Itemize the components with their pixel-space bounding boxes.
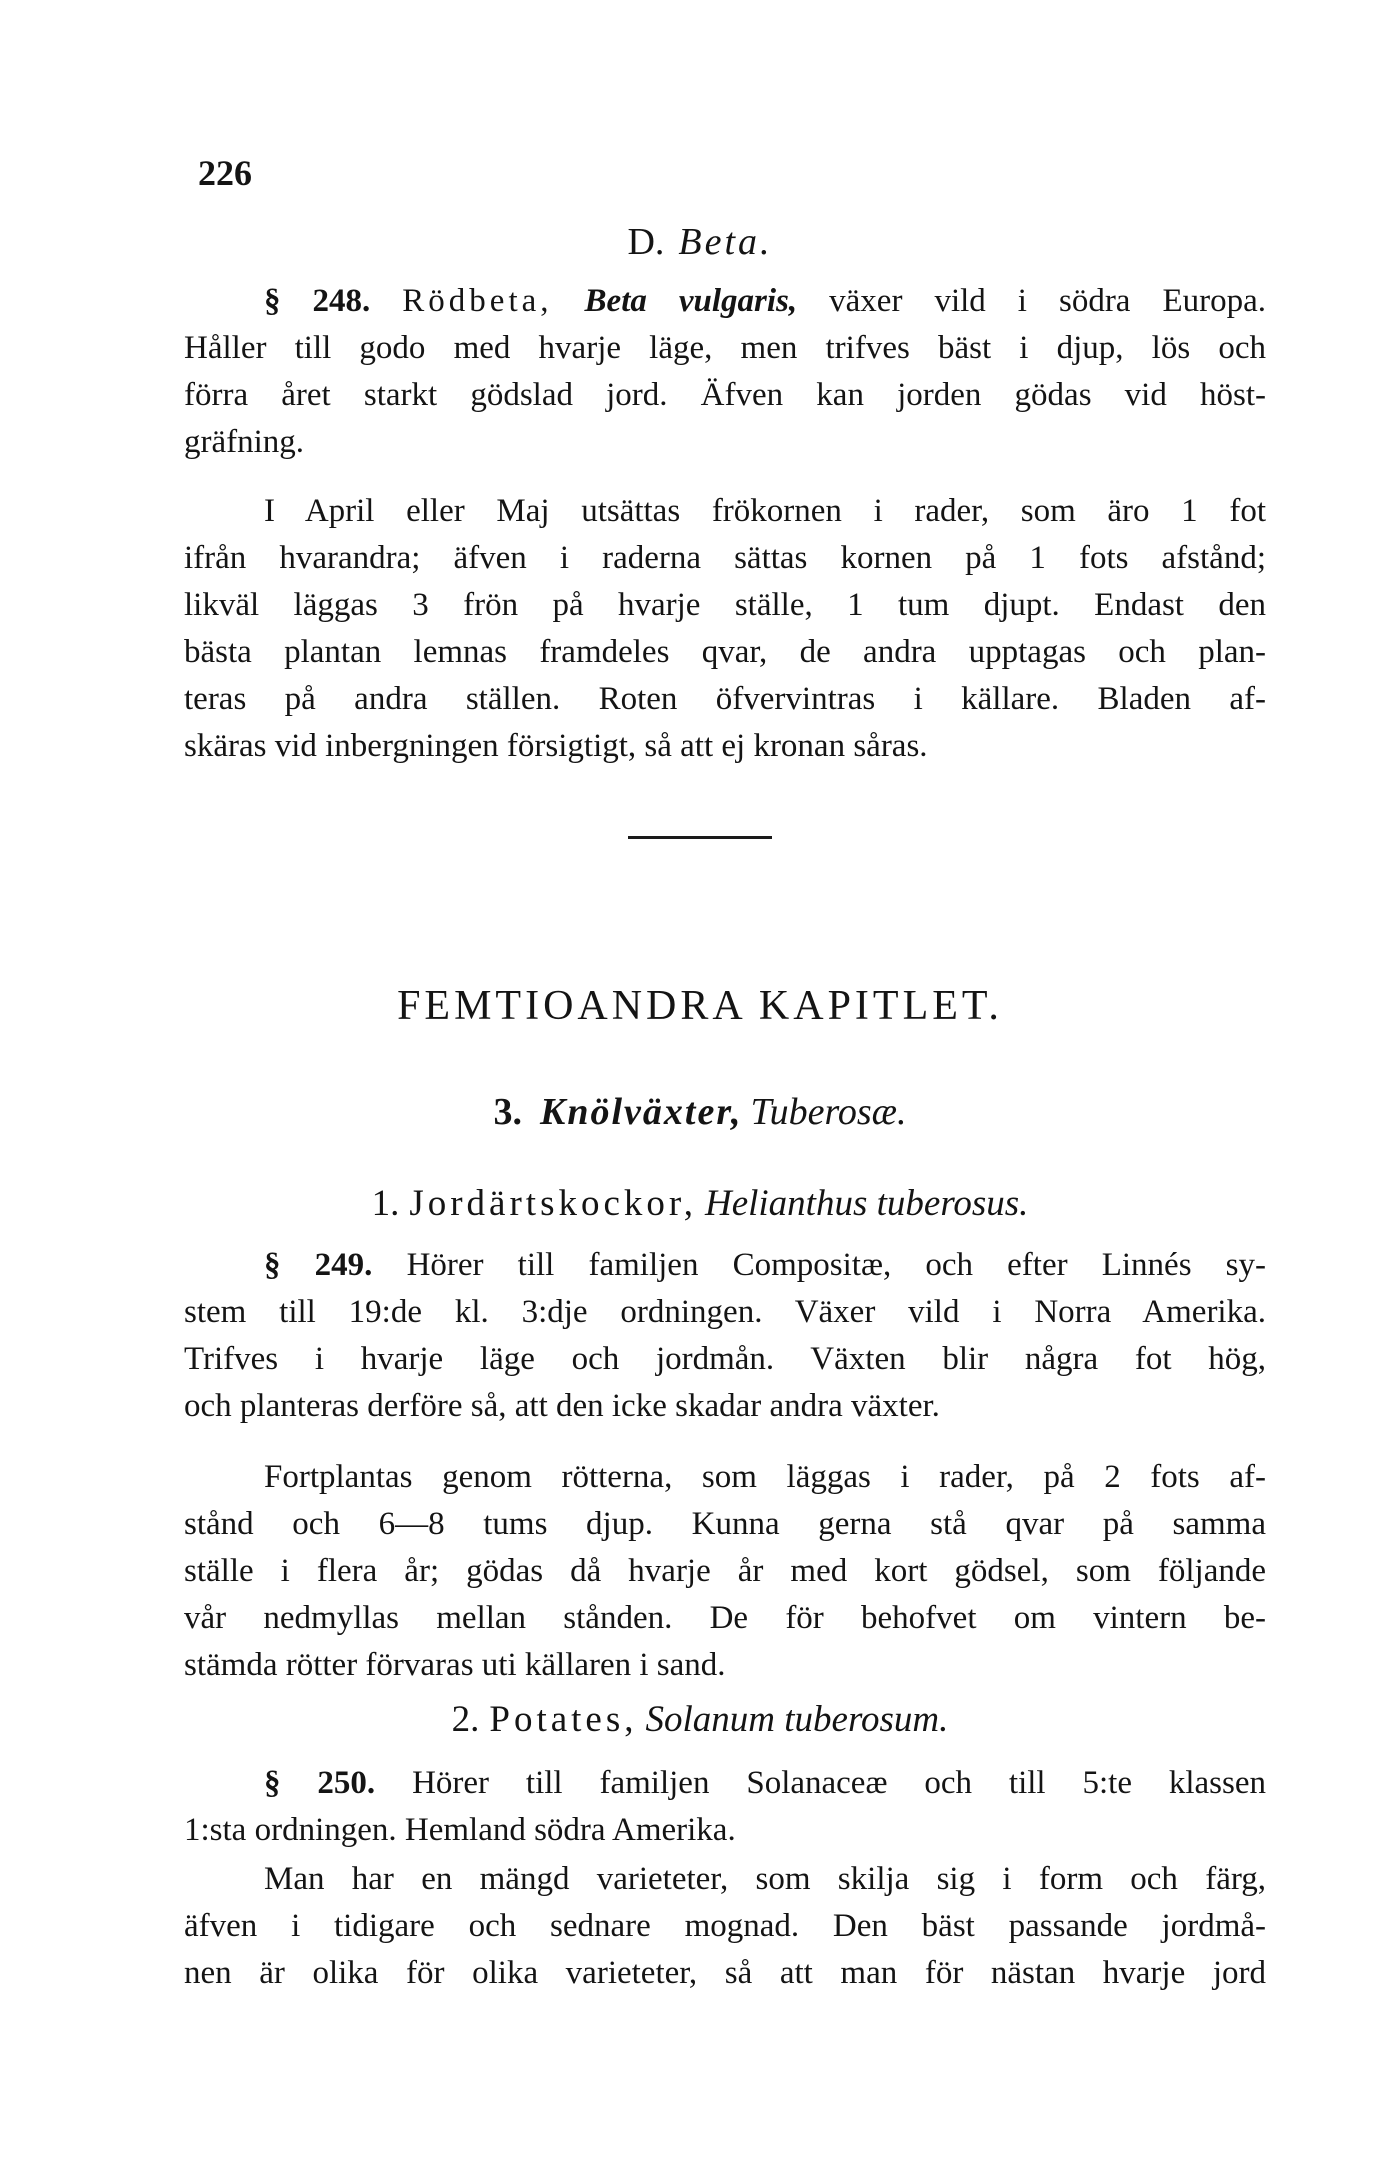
section-sign: § 250.	[264, 1765, 376, 1801]
sub-name: Potates,	[489, 1699, 638, 1740]
sub-number: 1.	[371, 1183, 400, 1224]
group-scientific-name: Tuberosæ.	[750, 1091, 907, 1133]
text-line: gräfning.	[184, 424, 305, 460]
text-line: ifrån hvarandra; äfven i raderna sättas kornen på 1 fots afstånd;	[184, 540, 1266, 576]
section-letter: D.	[627, 221, 665, 263]
divider-rule	[628, 836, 772, 839]
sub-name: Jordärtskockor,	[409, 1183, 697, 1224]
section-sign: § 249.	[264, 1247, 373, 1283]
text-line	[184, 1242, 1266, 1289]
text-line: äfven i tidigare och sednare mognad. Den bäst passande jordmå-	[184, 1908, 1266, 1944]
line-rest: Hörer till familjen Solanaceæ och till 5:te klassen	[412, 1765, 1266, 1801]
text-line	[184, 278, 1266, 325]
section-sign: § 248.	[264, 283, 371, 319]
paragraph-250	[184, 1760, 1266, 1854]
subheading-jordartskockor	[0, 1182, 1400, 1225]
text-line: nen är olika för olika varieteter, så att man för nästan hvarje jord	[184, 1955, 1266, 1991]
line-rest: växer vild i södra Europa.	[829, 283, 1266, 319]
text-line: Fortplantas genom rötterna, som läggas i rader, på 2 fots af-	[264, 1459, 1266, 1495]
text-line: vår nedmyllas mellan stånden. De för behofvet om vintern be-	[184, 1600, 1266, 1636]
text-line: stem till 19:de kl. 3:dje ordningen. Växer vild i Norra Amerika.	[184, 1294, 1266, 1330]
paragraph-250-cont	[184, 1856, 1266, 1997]
text-line	[184, 1760, 1266, 1807]
text-line: förra året starkt gödslad jord. Äfven kan jorden gödas vid höst-	[184, 377, 1266, 413]
text-line: likväl läggas 3 frön på hvarje ställe, 1 tum djupt. Endast den	[184, 587, 1266, 623]
paragraph-249-cont	[184, 1454, 1266, 1689]
text-line: ställe i flera år; gödas då hvarje år med kort gödsel, som följande	[184, 1553, 1266, 1589]
paragraph-248-cont	[184, 488, 1266, 770]
plant-name: Rödbeta,	[402, 283, 553, 319]
scientific-name: Beta vulgaris,	[584, 283, 798, 319]
group-name: Knölväxter,	[540, 1091, 743, 1133]
group-heading	[0, 1090, 1400, 1134]
text-line: skäras vid inbergningen försigtigt, så att ej kronan såras.	[184, 728, 928, 764]
section-title: Beta.	[678, 221, 773, 263]
paragraph-249	[184, 1242, 1266, 1430]
page-number: 226	[198, 153, 252, 193]
text-line: teras på andra ställen. Roten öfvervintras i källare. Bladen af-	[184, 681, 1266, 717]
text-line: stämda rötter förvaras uti källaren i sand.	[184, 1647, 726, 1683]
chapter-title: FEMTIOANDRA KAPITLET.	[397, 983, 1003, 1029]
text-line: Man har en mängd varieteter, som skilja sig i form och färg,	[264, 1861, 1266, 1897]
text-line: och planteras derföre så, att den icke skadar andra växter.	[184, 1388, 940, 1424]
sub-number: 2.	[451, 1699, 480, 1740]
sub-scientific-name: Solanum tuberosum.	[645, 1699, 949, 1740]
section-heading	[0, 220, 1400, 264]
sub-scientific-name: Helianthus tuberosus.	[704, 1183, 1029, 1224]
subheading-potates	[0, 1698, 1400, 1741]
line-rest: Hörer till familjen Compositæ, och efter Linnés sy-	[406, 1247, 1266, 1283]
text-line: I April eller Maj utsättas frökornen i rader, som äro 1 fot	[264, 493, 1266, 529]
text-line: bästa plantan lemnas framdeles qvar, de andra upptagas och plan-	[184, 634, 1266, 670]
text-line: 1:sta ordningen. Hemland södra Amerika.	[184, 1812, 736, 1848]
group-number: 3.	[493, 1091, 523, 1133]
paragraph-248	[184, 278, 1266, 466]
text-line: Trifves i hvarje läge och jordmån. Växten blir några fot hög,	[184, 1341, 1266, 1377]
text-line: Håller till godo med hvarje läge, men trifves bäst i djup, lös och	[184, 330, 1266, 366]
text-line: stånd och 6—8 tums djup. Kunna gerna stå qvar på samma	[184, 1506, 1266, 1542]
